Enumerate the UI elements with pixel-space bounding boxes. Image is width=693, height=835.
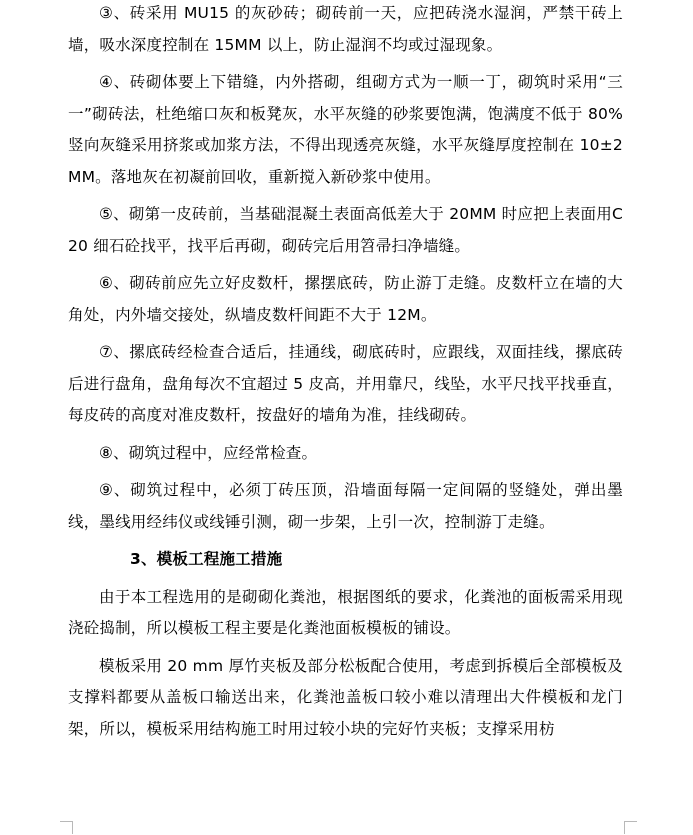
paragraph-7: ⑦、摞底砖经检查合适后，挂通线，砌底砖时，应跟线，双面挂线，摞底砖后进行盘角，盘角每次不宜超过 5 皮高，并用靠尺，线坠，水平尺找平找垂直，每皮砖的高度对准皮数杆，按盘好的墙角为准，挂线砌砖。	[68, 343, 623, 424]
paragraph-intro: 由于本工程选用的是砌砌化粪池，根据图纸的要求，化粪池的面板需采用现浇砼捣制，所以模板工程主要是化粪池面板模板的铺设。	[68, 587, 623, 637]
paragraph-5: ⑤、砌第一皮砖前，当基础混凝土表面高低差大于 20MM 时应把上表面用C20 细石砼找平，找平后再砌，砌砖完后用笤帚扫净墙缝。	[68, 205, 623, 255]
paragraph-8: ⑧、砌筑过程中，应经常检查。	[99, 443, 318, 462]
paragraph-formwork: 模板采用 20 mm 厚竹夹板及部分松板配合使用，考虑到拆模后全部模板及支撑料都要从盖板口输送出来，化粪池盖板口较小难以清理出大件模板和龙门架，所以，模板采用结构施工时用过较小块的完好竹夹板；支撑采用枋	[68, 656, 623, 738]
page-corner-mark-left	[60, 821, 73, 834]
paragraph-4: ④、砖砌体要上下错缝，内外搭砌，组砌方式为一顺一丁，砌筑时采用“三一”砌砖法，杜绝缩口灰和板凳灰，水平灰缝的砂浆要饱满，饱满度不低于 80%竖向灰缝采用挤浆或加浆方法，不得出现透亮灰缝，水平灰缝厚度控制在 10±2MM。落地灰在初凝前回收，重新搅入新砂浆中使用。	[68, 73, 623, 186]
page-corner-mark-right	[624, 821, 637, 834]
document-body	[68, 0, 623, 745]
paragraph-3: ③、砖采用 MU15 的灰砂砖；砌砖前一天，应把砖浇水湿润，严禁干砖上墙，吸水深度控制在 15MM 以上，防止湿润不均或过湿现象。	[68, 4, 623, 54]
paragraph-6: ⑥、砌砖前应先立好皮数杆，摞摆底砖，防止游丁走缝。皮数杆立在墙的大角处，内外墙交接处，纵墙皮数杆间距不大于 12M。	[68, 274, 623, 324]
paragraph-9: ⑨、砌筑过程中，必须丁砖压顶，沿墙面每隔一定间隔的竖缝处，弹出墨线，墨线用经纬仪或线锤引测，砌一步架，上引一次，控制游丁走缝。	[68, 481, 623, 531]
section-heading: 3、模板工程施工措施	[130, 550, 283, 568]
